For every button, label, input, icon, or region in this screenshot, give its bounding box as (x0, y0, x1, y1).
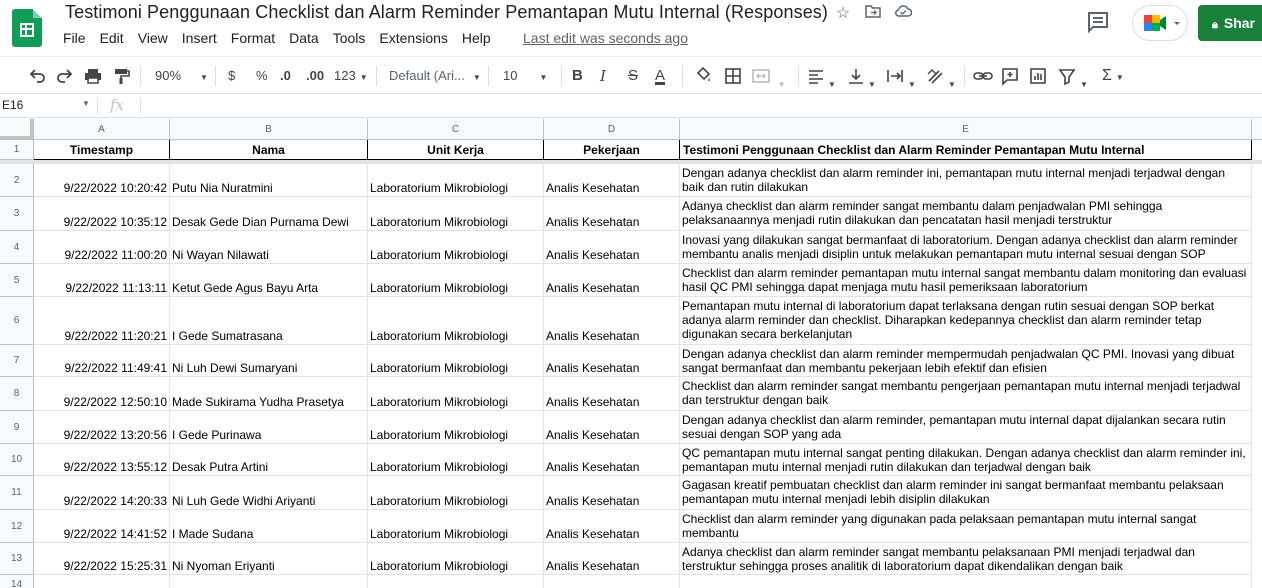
cell-unit-kerja[interactable] (368, 411, 544, 444)
cell-value: 9/22/2022 11:49:41 (64, 361, 167, 375)
last-edit-link[interactable]: Last edit was seconds ago (523, 30, 688, 46)
currency-format-button[interactable] (228, 65, 235, 87)
comment-history-icon[interactable] (1086, 10, 1110, 34)
italic-button[interactable] (600, 65, 606, 87)
cell-value: 9/22/2022 11:13:11 (65, 281, 167, 295)
meet-button[interactable] (1132, 5, 1188, 41)
cell-nama[interactable] (170, 264, 368, 297)
star-icon[interactable]: ☆ (835, 5, 851, 22)
header-cell-unit-kerja[interactable]: Unit Kerja (368, 140, 544, 160)
header-cell-testimoni[interactable]: Testimoni Penggunaan Checklist dan Alarm Reminder Pemantapan Mutu Internal (680, 140, 1252, 160)
cell-value: 9/22/2022 14:20:33 (63, 494, 167, 508)
cell-value: Laboratorium Mikrobiologi (370, 494, 509, 508)
cell-value: Desak Putra Artini (172, 460, 269, 474)
cell-timestamp[interactable] (34, 345, 170, 377)
undo-icon[interactable] (28, 65, 46, 87)
strikethrough-button[interactable] (628, 65, 638, 87)
cell-timestamp[interactable] (34, 197, 170, 231)
cell-pekerjaan[interactable] (544, 543, 680, 575)
formula-input[interactable] (146, 94, 1256, 118)
cell-timestamp[interactable] (34, 510, 170, 543)
menu-insert[interactable]: Insert (181, 30, 217, 46)
row-header[interactable]: 7 (0, 345, 34, 377)
cell-value: Checklist dan alarm reminder pemantapan mutu internal sangat membantu dalam monitoring dan evaluasi hasil QC PMI sehingga dapat menjaga mutu hasil pemeriksaan laboratorium (682, 266, 1247, 294)
cell-pekerjaan[interactable] (544, 476, 680, 510)
cell-nama[interactable] (170, 231, 368, 264)
cell-value: Analis Kesehatan (546, 281, 640, 295)
cell-nama[interactable] (170, 377, 368, 411)
cell-unit-kerja[interactable] (368, 164, 544, 197)
cell-timestamp[interactable] (34, 377, 170, 411)
text-color-button[interactable] (655, 65, 665, 87)
app-header (0, 0, 1262, 56)
decrease-decimal-button[interactable] (280, 65, 291, 87)
cell-testimoni[interactable] (680, 444, 1252, 476)
cell-unit-kerja[interactable] (368, 264, 544, 297)
cell-value: Analis Kesehatan (546, 460, 640, 474)
cell-nama[interactable] (170, 476, 368, 510)
cell-nama[interactable] (170, 164, 368, 197)
chevron-down-icon: ▼ (828, 80, 836, 89)
cell-unit-kerja[interactable] (368, 297, 544, 345)
filter-icon[interactable] (1058, 65, 1088, 87)
print-icon[interactable] (84, 65, 102, 87)
header-cell-nama[interactable]: Nama (170, 140, 368, 160)
cell-unit-kerja[interactable] (368, 543, 544, 575)
cell-unit-kerja[interactable] (368, 444, 544, 476)
column-header-e[interactable]: E (680, 119, 1252, 140)
column-header-row (0, 119, 1262, 140)
cell-value: Laboratorium Mikrobiologi (370, 181, 509, 195)
select-all-corner[interactable] (0, 119, 34, 140)
cell-value: Inovasi yang dilakukan sangat bermanfaat di laboratorium. Dengan adanya checklist dan alarm reminder membantu analis menjadi disiplin untuk melakukan pemantapan mutu internal sesuai dengan SOP (682, 233, 1238, 261)
menu-edit[interactable]: Edit (99, 30, 124, 46)
redo-icon[interactable] (56, 65, 74, 87)
increase-decimal-button[interactable] (306, 65, 324, 87)
cell-value: Analis Kesehatan (546, 494, 640, 508)
menu-view[interactable]: View (137, 30, 168, 46)
cell-value: Ketut Gede Agus Bayu Arta (172, 281, 319, 295)
cell-nama[interactable] (170, 575, 368, 588)
cell-value: I Made Sudana (172, 527, 254, 541)
header-cell-timestamp[interactable]: Timestamp (34, 140, 170, 160)
cell-nama[interactable] (170, 444, 368, 476)
cell-value: Dengan adanya checklist dan alarm reminder, pemantapan mutu internal dapat dijalankan secara rutin sesuai dengan SOP yang ada (682, 413, 1226, 441)
cell-value: Analis Kesehatan (546, 215, 640, 229)
cell-testimoni[interactable] (680, 297, 1252, 345)
cell-value: 9/22/2022 13:55:12 (63, 460, 167, 474)
cell-testimoni[interactable] (680, 510, 1252, 543)
cell-value: Made Sukirama Yudha Prasetya (172, 395, 344, 409)
row-header[interactable]: 11 (0, 476, 34, 510)
font-size-select[interactable] (503, 65, 547, 87)
cell-value: Laboratorium Mikrobiologi (370, 527, 509, 541)
paint-format-icon[interactable] (112, 65, 130, 87)
cell-unit-kerja[interactable] (368, 377, 544, 411)
insert-link-icon[interactable] (973, 65, 993, 87)
column-header-b[interactable]: B (170, 119, 368, 140)
cell-value: 9/22/2022 10:20:42 (63, 181, 167, 195)
cell-pekerjaan[interactable] (544, 297, 680, 345)
cell-unit-kerja[interactable] (368, 476, 544, 510)
sheets-logo-icon[interactable] (12, 9, 42, 47)
cell-unit-kerja[interactable] (368, 345, 544, 377)
cell-timestamp[interactable] (34, 575, 170, 588)
cell-value: Dengan adanya checklist dan alarm reminder mempermudah penjadwalan QC PMI. Inovasi yang dibuat sangat bermanfaat dan membantu pekerjaan lebih efektif dan efisien (682, 347, 1235, 375)
cell-value: Laboratorium Mikrobiologi (370, 460, 509, 474)
menu-tools[interactable]: Tools (332, 30, 366, 46)
cell-value: Analis Kesehatan (546, 329, 640, 343)
merge-cells-icon[interactable] (752, 65, 786, 87)
zoom-value: 90% (155, 68, 182, 83)
font-family-select[interactable] (389, 65, 481, 87)
cell-value: I Gede Purinawa (172, 428, 262, 442)
cell-value: Laboratorium Mikrobiologi (370, 329, 509, 343)
cell-value: Laboratorium Mikrobiologi (370, 428, 509, 442)
share-label: Shar (1223, 15, 1255, 31)
cell-value: Ni Luh Dewi Sumaryani (172, 361, 298, 375)
strikethrough-label: S (628, 67, 639, 84)
cell-pekerjaan[interactable] (544, 444, 680, 476)
row-header[interactable]: 3 (0, 197, 34, 231)
row-header[interactable]: 5 (0, 264, 34, 297)
cell-value: Putu Nia Nuratmini (172, 181, 273, 195)
text-wrapping-icon[interactable] (886, 65, 916, 87)
cell-value: Adanya checklist dan alarm reminder sangat membantu dalam penjadwalan PMI sehingga pelaksanaannya menjadi rutin dilakukan dan pencatatan hasil menjadi terstruktur (682, 199, 1163, 227)
cell-value: Laboratorium Mikrobiologi (370, 559, 509, 573)
bold-button[interactable] (572, 65, 583, 87)
cell-timestamp[interactable] (34, 164, 170, 197)
sigma-icon: Σ (1102, 67, 1112, 84)
cell-value: Checklist dan alarm reminder yang digunakan pada pelaksaan pemantapan mutu internal sangat membantu (682, 512, 1197, 540)
cell-nama[interactable] (170, 411, 368, 444)
cell-nama[interactable] (170, 297, 368, 345)
cell-value: Checklist dan alarm reminder sangat membantu pengerjaan pemantapan mutu internal menjadi terjadwal dan terstruktur dengan baik (682, 379, 1241, 407)
more-formats-label: 123 (334, 68, 356, 83)
chevron-down-icon: ▼ (908, 80, 916, 89)
cell-value: Analis Kesehatan (546, 428, 640, 442)
percent-label: % (256, 68, 268, 83)
column-header-d[interactable]: D (544, 119, 680, 140)
text-rotation-icon[interactable] (926, 65, 956, 87)
cell-pekerjaan[interactable] (544, 510, 680, 543)
formula-bar (0, 94, 1262, 118)
cell-timestamp[interactable] (34, 543, 170, 575)
cell-nama[interactable] (170, 345, 368, 377)
zoom-dropdown-icon[interactable]: ▼ (200, 73, 208, 82)
cell-value: 9/22/2022 13:20:56 (63, 428, 167, 442)
menu-data[interactable]: Data (289, 30, 319, 46)
cell-value: Laboratorium Mikrobiologi (370, 361, 509, 375)
cell-value: Analis Kesehatan (546, 527, 640, 541)
chevron-down-icon: ▼ (948, 80, 956, 89)
fx-icon: fx (110, 96, 125, 114)
cell-testimoni[interactable] (680, 164, 1252, 197)
cell-timestamp[interactable] (34, 476, 170, 510)
cell-value: Adanya checklist dan alarm reminder sangat membantu pelaksanaan PMI menjadi terjadwal dan terstruktur sehingga proses analitik di laboratorium dapat dikendalikan dengan baik (682, 545, 1195, 573)
borders-icon[interactable] (724, 65, 742, 87)
cell-testimoni[interactable] (680, 543, 1252, 575)
more-formats-button[interactable] (334, 65, 368, 87)
cell-value: Ni Wayan Nilawati (172, 248, 269, 262)
cell-unit-kerja[interactable] (368, 231, 544, 264)
bold-label: B (572, 67, 583, 84)
row-header[interactable]: 2 (0, 164, 34, 197)
cell-value: 9/22/2022 10:35:12 (63, 215, 167, 229)
cell-timestamp[interactable] (34, 231, 170, 264)
cloud-saved-icon[interactable] (893, 4, 913, 24)
cell-testimoni[interactable] (680, 345, 1252, 377)
cell-pekerjaan[interactable] (544, 575, 680, 588)
cell-timestamp[interactable] (34, 444, 170, 476)
cell-pekerjaan[interactable] (544, 231, 680, 264)
cell-timestamp[interactable] (34, 411, 170, 444)
row-header[interactable]: 1 (0, 140, 34, 160)
cell-value: Analis Kesehatan (546, 361, 640, 375)
row-header[interactable]: 13 (0, 543, 34, 575)
chevron-down-icon: ▼ (472, 73, 481, 82)
chevron-down-icon: ▼ (777, 80, 786, 89)
lock-icon: 🔒︎ (1212, 19, 1218, 31)
cell-pekerjaan[interactable] (544, 164, 680, 197)
cell-nama[interactable] (170, 197, 368, 231)
cell-testimoni[interactable] (680, 476, 1252, 510)
menu-format[interactable]: Format (230, 30, 276, 46)
zoom-select[interactable] (155, 65, 181, 87)
cell-value: Pemantapan mutu internal di laboratorium dapat terlaksana dengan rutin sesuai dengan SOP berkat adanya alarm reminder dan checklist. Diharapkan kedepannya checklist dan alarm reminder tetap digunakan secara berkelanjutan (682, 299, 1215, 341)
chevron-down-icon: ▼ (359, 73, 368, 82)
currency-label: $ (228, 68, 236, 83)
spreadsheet-grid (0, 119, 1262, 588)
cell-value: Ni Luh Gede Widhi Ariyanti (172, 494, 316, 508)
cell-reference: E16 (2, 98, 24, 112)
cell-pekerjaan[interactable] (544, 345, 680, 377)
menu-help[interactable]: Help (461, 30, 491, 46)
cell-value: 9/22/2022 15:25:31 (63, 559, 167, 573)
row-header[interactable]: 8 (0, 377, 34, 411)
cell-value: Desak Gede Dian Purnama Dewi (172, 215, 349, 229)
cell-value: Analis Kesehatan (546, 395, 640, 409)
cell-value: Laboratorium Mikrobiologi (370, 395, 509, 409)
row-header[interactable]: 9 (0, 411, 34, 444)
row-header[interactable]: 4 (0, 231, 34, 264)
cell-unit-kerja[interactable] (368, 197, 544, 231)
cell-unit-kerja[interactable] (368, 575, 544, 588)
name-box-dropdown-icon[interactable]: ▼ (82, 99, 90, 108)
text-color-label: A (655, 67, 666, 84)
horizontal-align-icon[interactable] (808, 65, 836, 87)
cell-nama[interactable] (170, 543, 368, 575)
chevron-down-icon: ▼ (1115, 73, 1124, 82)
cell-testimoni[interactable] (680, 264, 1252, 297)
cell-unit-kerja[interactable] (368, 510, 544, 543)
cell-testimoni[interactable] (680, 231, 1252, 264)
cell-value: 9/22/2022 11:20:21 (64, 329, 167, 343)
cell-value: Analis Kesehatan (546, 559, 640, 573)
cell-pekerjaan[interactable] (544, 377, 680, 411)
row-header[interactable]: 12 (0, 510, 34, 543)
cell-value: Laboratorium Mikrobiologi (370, 215, 509, 229)
cell-pekerjaan[interactable] (544, 411, 680, 444)
cell-testimoni[interactable] (680, 197, 1252, 231)
cell-value: Laboratorium Mikrobiologi (370, 281, 509, 295)
cell-value: Gagasan kreatif pembuatan checklist dan alarm reminder ini sangat bermanfaat membantu pelaksaan pemantapan mutu internal menjadi lebih disiplin dilakukan (682, 478, 1224, 506)
cell-value: I Gede Sumatrasana (172, 329, 283, 343)
cell-value: Analis Kesehatan (546, 181, 640, 195)
row-header[interactable]: 10 (0, 444, 34, 476)
chevron-down-icon: ▼ (539, 73, 548, 82)
cell-value: 9/22/2022 14:41:52 (63, 527, 167, 541)
cell-value: QC pemantapan mutu internal sangat penting dilakukan. Dengan adanya checklist dan alarm reminder ini, pemantapan mutu internal menjadi rutin dilakukan dan terjadwal dengan baik (682, 446, 1246, 474)
font-size-value: 10 (503, 68, 518, 83)
share-button[interactable] (1198, 5, 1262, 41)
cell-nama[interactable] (170, 510, 368, 543)
decrease-decimal-label: .0 (280, 68, 291, 83)
increase-decimal-label: .00 (306, 68, 325, 83)
vertical-align-icon[interactable] (848, 65, 876, 87)
font-family-value: Default (Ari... (389, 68, 465, 83)
percent-format-button[interactable] (256, 65, 268, 87)
cell-pekerjaan[interactable] (544, 197, 680, 231)
cell-timestamp[interactable] (34, 264, 170, 297)
toolbar (0, 56, 1262, 94)
cell-pekerjaan[interactable] (544, 264, 680, 297)
insert-chart-icon[interactable] (1029, 65, 1047, 87)
menu-file[interactable]: File (63, 30, 86, 46)
cell-value: Laboratorium Mikrobiologi (370, 248, 509, 262)
menu-bar (63, 30, 505, 46)
document-title[interactable]: Testimoni Penggunaan Checklist dan Alarm Reminder Pemantapan Mutu Internal (Responses) (65, 2, 828, 22)
row-header[interactable]: 14 (0, 575, 34, 588)
column-header-a[interactable]: A (34, 119, 170, 140)
menu-extensions[interactable]: Extensions (379, 30, 448, 46)
insert-comment-icon[interactable] (1001, 65, 1019, 87)
move-folder-icon[interactable] (863, 4, 883, 24)
cell-value: Analis Kesehatan (546, 248, 640, 262)
cell-value: 9/22/2022 11:00:20 (64, 248, 167, 262)
cell-value: Dengan adanya checklist dan alarm reminder ini, pemantapan mutu internal menjadi terjadwal dengan baik dan rutin dilakukan (682, 166, 1225, 194)
column-header-c[interactable]: C (368, 119, 544, 140)
functions-button[interactable] (1102, 65, 1124, 87)
header-cell-pekerjaan[interactable]: Pekerjaan (544, 140, 680, 160)
fill-color-icon[interactable] (694, 65, 712, 87)
chevron-down-icon: ▼ (868, 80, 876, 89)
chevron-down-icon: ▼ (1080, 80, 1088, 89)
cell-testimoni[interactable] (680, 377, 1252, 411)
cell-testimoni[interactable] (680, 411, 1252, 444)
italic-label: I (600, 67, 606, 85)
row-header[interactable]: 6 (0, 297, 34, 345)
cell-timestamp[interactable] (34, 297, 170, 345)
cell-testimoni[interactable] (680, 575, 1252, 588)
cell-value: 9/22/2022 12:50:10 (63, 395, 167, 409)
cell-value: Ni Nyoman Eriyanti (172, 559, 275, 573)
